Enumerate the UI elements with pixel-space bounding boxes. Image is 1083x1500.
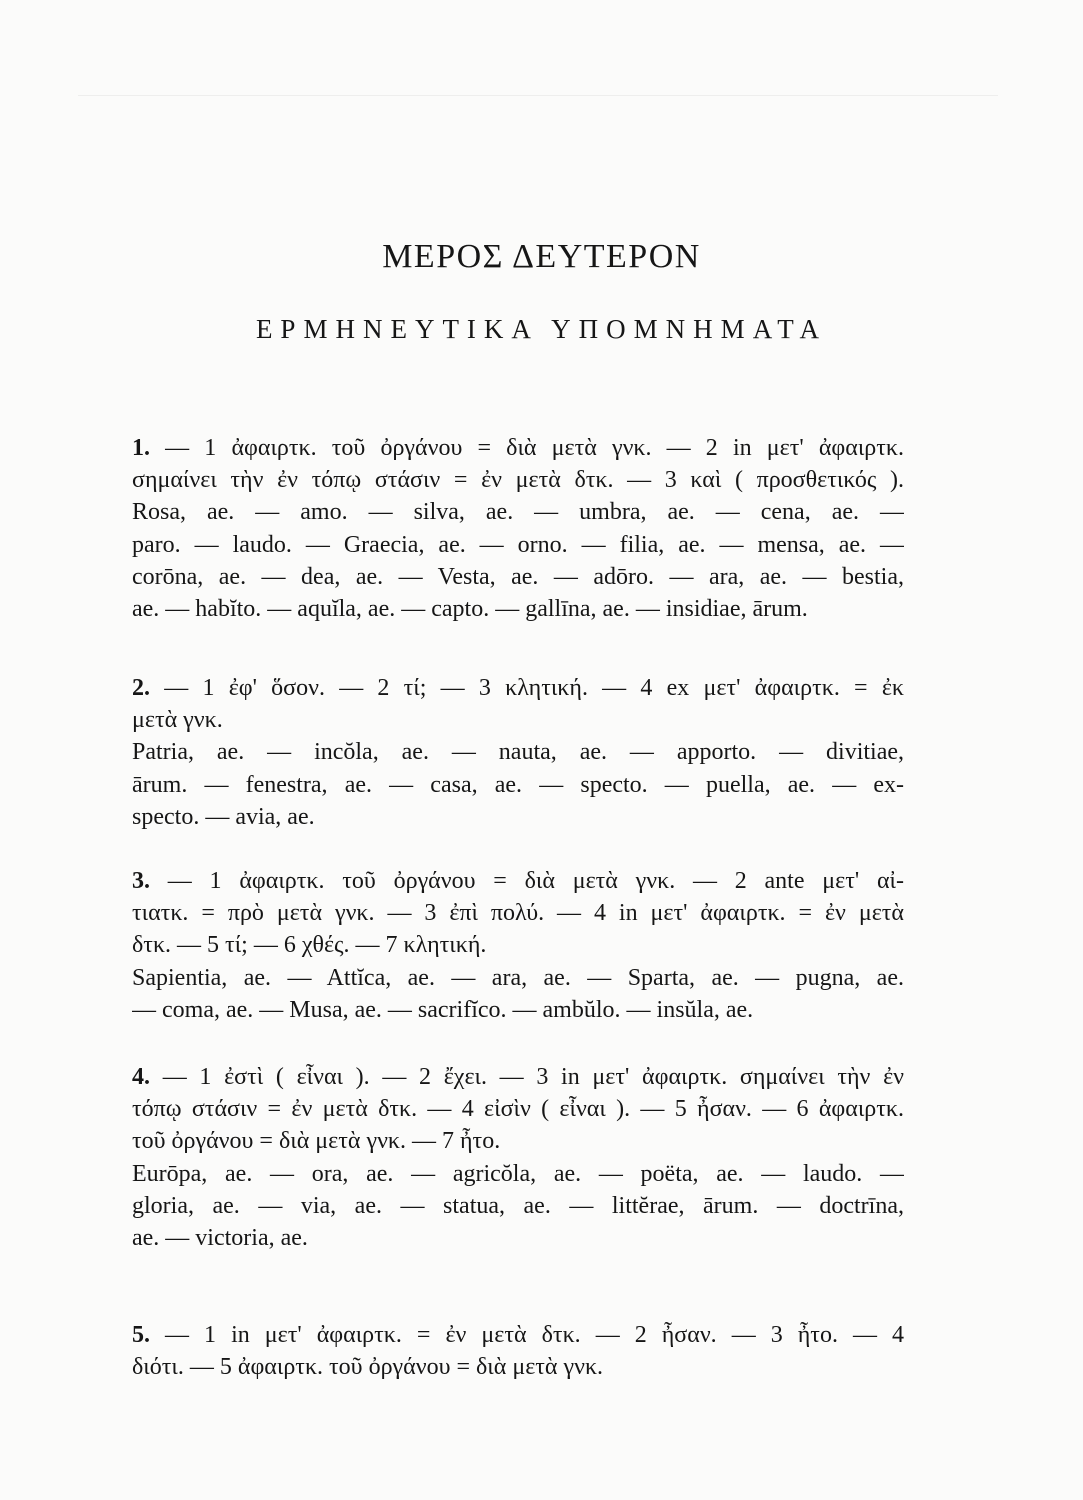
exercise-2 [132, 672, 904, 833]
exercise-line [132, 432, 904, 464]
exercise-number: 1. [132, 435, 150, 461]
exercise-4 [132, 1061, 904, 1254]
exercise-number: 5. [132, 1322, 150, 1348]
vocabulary-line: Patria, ae. — incŏla, ae. — nauta, ae. — apporto. — divitiae, [132, 739, 904, 766]
exercise-line: δτκ. — 5 τί; — 6 χθές. — 7 κλητική. [132, 932, 487, 959]
vocabulary-line: specto. — avia, ae. [132, 803, 315, 830]
exercise-line: μετὰ γνκ. [132, 707, 223, 734]
vocabulary-line: Rosa, ae. — amo. — silva, ae. — umbra, ae. — cena, ae. — [132, 499, 904, 526]
exercise-text: — 1 ἐστὶ ( εἶναι ). — 2 ἔχει. — 3 in μετ' ἀφαιρτκ. σημαίνει τὴν ἐν [162, 1064, 904, 1090]
exercise-1 [132, 432, 904, 625]
exercise-line [132, 672, 904, 704]
exercise-line [132, 865, 904, 897]
vocabulary-line: Sapientia, ae. — Attĭca, ae. — ara, ae. — Sparta, ae. — pugna, ae. [132, 964, 904, 991]
vocabulary-line: ae. — victoria, ae. [132, 1225, 308, 1252]
vocabulary-line: paro. — laudo. — Graecia, ae. — orno. — filia, ae. — mensa, ae. — [132, 531, 904, 558]
exercise-line [132, 1061, 904, 1093]
exercise-text: — 1 ἀφαιρτκ. τοῦ ὀργάνου = διὰ μετὰ γνκ. — 2 ante μετ' αἰ- [167, 868, 904, 894]
vocabulary-line: — coma, ae. — Musa, ae. — sacrifĭco. — ambŭlo. — insŭla, ae. [132, 996, 754, 1023]
exercise-line: τοῦ ὀργάνου = διὰ μετὰ γνκ. — 7 ἦτο. [132, 1128, 501, 1155]
exercise-line: τιατκ. = πρὸ μετὰ γνκ. — 3 ἐπὶ πολύ. — 4 in μετ' ἀφαιρτκ. = ἐν μετὰ [132, 900, 904, 927]
exercise-text: — 1 ἀφαιρτκ. τοῦ ὀργάνου = διὰ μετὰ γνκ. — 2 in μετ' ἀφαιρτκ. [165, 435, 904, 461]
vocabulary-line: Eurōpa, ae. — ora, ae. — agricŏla, ae. — poëta, ae. — laudo. — [132, 1160, 904, 1187]
section-title: ΕΡΜΗΝΕΥΤΙΚΑ ΥΠΟΜΝΗΜΑΤΑ [255, 314, 828, 344]
vocabulary-line: gloria, ae. — via, ae. — statua, ae. — littĕrae, ārum. — doctrīna, [132, 1192, 904, 1219]
exercise-text: — 1 in μετ' ἀφαιρτκ. = ἐν μετὰ δτκ. — 2 ἦσαν. — 3 ἦτο. — 4 [165, 1322, 904, 1348]
part-title: ΜΕΡΟΣ ΔΕΥΤΕΡΟΝ [382, 238, 701, 275]
exercise-number: 3. [132, 868, 150, 894]
exercise-5 [132, 1319, 904, 1383]
exercise-line: διότι. — 5 ἀφαιρτκ. τοῦ ὀργάνου = διὰ μετὰ γνκ. [132, 1354, 604, 1381]
vocabulary-line: corōna, ae. — dea, ae. — Vesta, ae. — adōro. — ara, ae. — bestia, [132, 563, 904, 590]
exercise-line: σημαίνει τὴν ἐν τόπῳ στάσιν = ἐν μετὰ δτκ. — 3 καὶ ( προσθετικός ). [132, 467, 904, 494]
exercise-number: 2. [132, 675, 150, 701]
vocabulary-line: ae. — habĭto. — aquĭla, ae. — capto. — gallīna, ae. — insidiae, ārum. [132, 596, 808, 623]
exercise-number: 4. [132, 1064, 150, 1090]
show-through-shadow [78, 95, 998, 136]
exercise-text: — 1 ἐφ' ὅσον. — 2 τί; — 3 κλητική. — 4 ex μετ' ἀφαιρτκ. = ἐκ [164, 675, 904, 701]
vocabulary-line: ārum. — fenestra, ae. — casa, ae. — specto. — puella, ae. — ex- [132, 771, 904, 798]
exercise-line: τόπῳ στάσιν = ἐν μετὰ δτκ. — 4 εἰσὶν ( εἶναι ). — 5 ἦσαν. — 6 ἀφαιρτκ. [132, 1096, 904, 1123]
exercise-3 [132, 865, 904, 1026]
exercise-line [132, 1319, 904, 1351]
